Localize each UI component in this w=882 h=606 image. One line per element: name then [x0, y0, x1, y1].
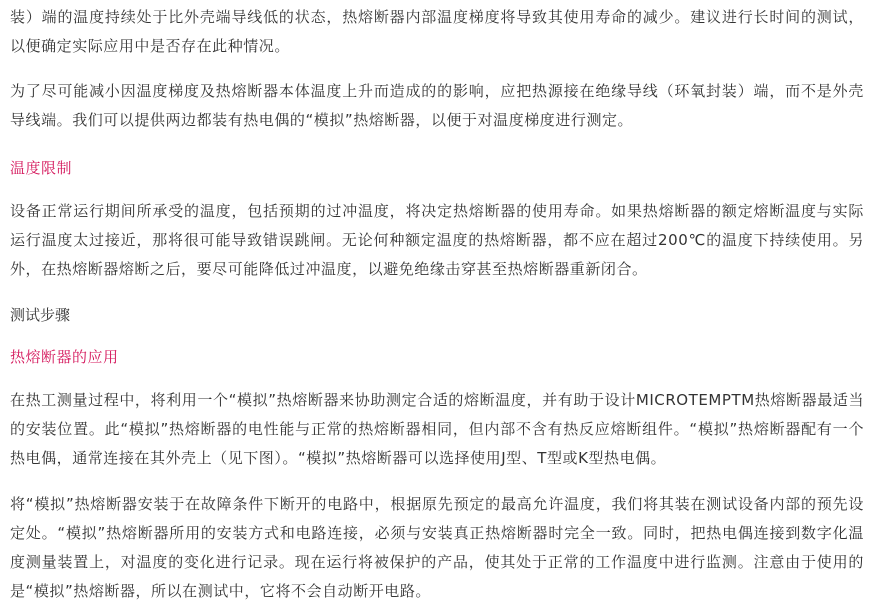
paragraph-2: 为了尽可能减小因温度梯度及热熔断器本体温度上升而造成的的影响，应把热源接在绝缘导线（环氧封装）端，而不是外壳导线端。我们可以提供两边都装有热电偶的“模拟”热熔断器，以便于对温度梯度进行测定。 [10, 82, 864, 129]
paragraph-3: 设备正常运行期间所承受的温度，包括预期的过冲温度，将决定热熔断器的使用寿命。如果热熔断器的额定熔断温度与实际运行温度太过接近，那将很可能导致错误跳闸。无论何种额定温度的热熔断器，都不应在超过200℃的温度下持续使用。另外，在热熔断器熔断之后，要尽可能降低过冲温度，以避免绝缘击穿甚至热熔断器重新闭合。 [10, 202, 864, 278]
section-heading-temperature-limits: 温度限制 [10, 159, 73, 177]
paragraph-5: 将“模拟”热熔断器安装于在故障条件下断开的电路中，根据原先预定的最高允许温度，我们将其装在测试设备内部的预先设定处。“模拟”热熔断器所用的安装方式和电路连接，必须与安装真正热熔断器时完全一致。同时，把热电偶连接到数字化温度测量装置上，对温度的变化进行记录。现在运行将被保护的产品，使其处于正常的工作温度中进行监测。注意由于使用的是“模拟”热熔断器，所以在测试中，它将不会自动断开电路。 [10, 495, 864, 600]
section-heading-fuse-application: 热熔断器的应用 [10, 348, 119, 366]
paragraph-4: 在热工测量过程中，将利用一个“模拟”热熔断器来协助测定合适的熔断温度，并有助于设计MICROTEMPTM热熔断器最适当的安装位置。此“模拟”热熔断器的电性能与正常的热熔断器相同，但内部不含有热反应熔断组件。“模拟”热熔断器配有一个热电偶，通常连接在其外壳上（见下图）。“模拟”热熔断器可以选择使用J型、T型或K型热电偶。 [10, 391, 864, 467]
paragraph-1: 装）端的温度持续处于比外壳端导线低的状态，热熔断器内部温度梯度将导致其使用寿命的减少。建议进行长时间的测试，以便确定实际应用中是否存在此种情况。 [10, 8, 864, 55]
section-heading-test-procedure: 测试步骤 [10, 306, 71, 324]
